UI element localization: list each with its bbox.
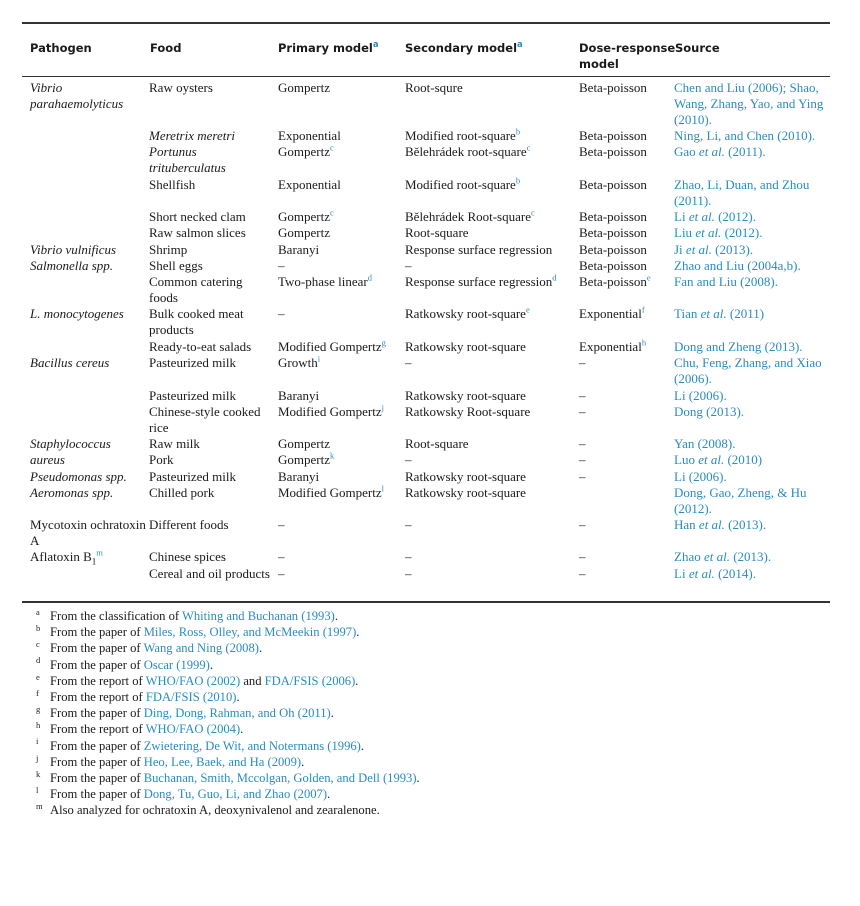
- footnote-marker: g: [381, 337, 386, 348]
- reference-link[interactable]: FDA/FSIS (2006): [264, 673, 356, 688]
- cell-food: Chinese spices: [149, 549, 226, 564]
- cell-source-link[interactable]: Gao et al. (2011).: [674, 144, 766, 159]
- cell-secondary-model: –: [405, 452, 412, 467]
- cell-dose-response: Beta-poisson: [579, 242, 647, 257]
- cell-dose-response: Beta-poisson: [579, 258, 647, 273]
- cell-source-link[interactable]: Li et al. (2012).: [674, 209, 756, 224]
- cell-source-link[interactable]: Zhao, Li, Duan, and Zhou (2011).: [674, 177, 810, 209]
- footnote-e: e From the report of WHO/FAO (2002) and FDA/FSIS (2006).: [36, 671, 359, 688]
- footnote-marker: b: [515, 175, 521, 186]
- cell-secondary-model: –: [405, 566, 412, 581]
- cell-food: Ready-to-eat salads: [149, 339, 252, 354]
- cell-secondary-model: Ratkowsky Root-square: [405, 404, 531, 419]
- footnote-b: b From the paper of Miles, Ross, Olley, and McMeekin (1997).: [36, 623, 360, 640]
- footnote-marker: k: [329, 450, 335, 461]
- cell-pathogen: Vibrio vulnificus: [30, 242, 117, 257]
- cell-food: Shrimp: [149, 242, 188, 257]
- cell-secondary-model: –: [405, 517, 412, 532]
- cell-dose-response: Beta-poisson: [579, 144, 647, 159]
- reference-link[interactable]: Whiting and Buchanan (1993): [181, 609, 335, 623]
- cell-food: Raw salmon slices: [149, 225, 246, 240]
- cell-secondary-model: Root-squre: [405, 80, 463, 95]
- cell-food: Portunus trituberculatus: [149, 144, 226, 176]
- cell-source-link[interactable]: Dong and Zheng (2013).: [674, 339, 803, 354]
- footnote-l: l From the paper of Dong, Tu, Guo, Li, and Zhao (2007).: [36, 785, 331, 802]
- footnote-marker: m: [96, 547, 103, 558]
- cell-food: Different foods: [149, 517, 229, 532]
- cell-pathogen: L. monocytogenes: [30, 306, 124, 321]
- footnote-a: a From the classification of Whiting and Buchanan (1993).: [36, 606, 338, 623]
- cell-secondary-model: Response surface regression: [405, 242, 553, 257]
- cell-food: Pasteurized milk: [149, 355, 237, 370]
- header-secondary-model: Secondary model$^a$: [405, 40, 523, 55]
- cell-source-link[interactable]: Li et al. (2014).: [674, 566, 756, 581]
- cell-dose-response: –: [579, 388, 586, 403]
- footnote-m: m Also analyzed for ochratoxin A, deoxynivalenol and zearalenone.: [36, 801, 380, 818]
- cell-source-link[interactable]: Dong, Gao, Zheng, & Hu (2012).: [674, 485, 807, 517]
- cell-source-link[interactable]: Li (2006).: [674, 469, 727, 484]
- cell-food: Short necked clam: [149, 209, 246, 224]
- top-rule: [22, 22, 830, 24]
- cell-source-link[interactable]: Chen and Liu (2006); Shao, Wang, Zhang, Yao, and Ying (2010).: [674, 80, 824, 128]
- footnote-marker: f: [641, 304, 645, 315]
- footnote-marker: h: [641, 337, 647, 348]
- cell-secondary-model: Ratkowsky root-square: [405, 469, 526, 484]
- cell-source-link[interactable]: Zhao and Liu (2004a,b).: [674, 258, 801, 273]
- header-primary-model: Primary model$^a$: [278, 40, 379, 55]
- cell-primary-model: Gompertz$^c$: [278, 207, 334, 224]
- cell-pathogen: Bacillus cereus: [30, 355, 110, 370]
- footnote-c: c From the paper of Wang and Ning (2008).: [36, 639, 263, 656]
- reference-link[interactable]: Ding, Dong, Rahman, and Oh (2011): [143, 706, 331, 721]
- cell-food: Pork: [149, 452, 174, 467]
- cell-primary-model: –: [278, 306, 285, 321]
- reference-link[interactable]: Dong, Tu, Guo, Li, and Zhao (2007): [143, 787, 328, 802]
- cell-food: Raw oysters: [149, 80, 213, 95]
- cell-source-link[interactable]: Yan (2008).: [674, 436, 736, 451]
- cell-dose-response: –: [579, 436, 586, 451]
- cell-secondary-model: Modified root-square$^b$: [405, 126, 521, 143]
- footnote-marker: d: [367, 272, 372, 283]
- cell-source-link[interactable]: Han et al. (2013).: [674, 517, 767, 532]
- cell-source-link[interactable]: Luo et al. (2010): [674, 452, 763, 467]
- footnote-marker: c: [526, 142, 531, 153]
- cell-secondary-model: Bělehrádek root-square$^c$: [405, 142, 531, 159]
- cell-primary-model: Gompertz$^k$: [278, 450, 335, 467]
- cell-primary-model: –: [278, 258, 285, 273]
- footnote-i: i From the paper of Zwietering, De Wit, and Notermans (1996).: [36, 736, 365, 753]
- cell-dose-response: Beta-poisson: [579, 128, 647, 143]
- cell-primary-model: Exponential: [278, 177, 341, 192]
- footnote-marker: l: [381, 483, 384, 494]
- footnote-marker: e: [646, 272, 651, 283]
- cell-pathogen: Vibrio parahaemolyticus: [30, 80, 124, 112]
- footnote-marker: d: [552, 272, 557, 283]
- reference-link[interactable]: Zwietering, De Wit, and Notermans (1996): [143, 738, 361, 753]
- cell-dose-response: –: [579, 404, 586, 419]
- cell-dose-response: Exponential$^h$: [579, 337, 647, 354]
- cell-source-link[interactable]: Dong (2013).: [674, 404, 745, 419]
- footnote-k: k From the paper of Buchanan, Smith, Mccolgan, Golden, and Dell (1993).: [36, 768, 420, 785]
- header-source: Source: [675, 41, 720, 55]
- bottom-rule: [22, 601, 830, 603]
- cell-primary-model: Growth$^i$: [278, 353, 321, 370]
- footnote-marker: e: [525, 304, 530, 315]
- cell-dose-response: –: [579, 355, 586, 370]
- reference-link[interactable]: Oscar (1999): [143, 657, 210, 672]
- cell-source-link[interactable]: Liu et al. (2012).: [674, 225, 763, 240]
- footnote-h: h From the report of WHO/FAO (2004).: [36, 720, 244, 737]
- cell-primary-model: Modified Gompertz$^g$: [278, 337, 386, 354]
- cell-food: Pasteurized milk: [149, 388, 237, 403]
- cell-pathogen: Aflatoxin $B_1^m$: [30, 547, 103, 567]
- cell-primary-model: Gompertz$^c$: [278, 142, 334, 159]
- cell-secondary-model: Response surface regression$^d$: [405, 272, 557, 289]
- cell-pathogen: Pseudomonas spp.: [30, 469, 127, 484]
- cell-dose-response: Beta-poisson: [579, 209, 647, 224]
- cell-food: Chinese-style cooked rice: [149, 404, 261, 436]
- cell-secondary-model: Ratkowsky root-square: [405, 339, 526, 354]
- cell-primary-model: Baranyi: [278, 242, 320, 257]
- cell-primary-model: –: [278, 549, 285, 564]
- cell-secondary-model: Root-square: [405, 436, 469, 451]
- cell-pathogen: Mycotoxin ochratoxin A: [30, 517, 146, 549]
- cell-primary-model: Two-phase linear$^d$: [278, 272, 372, 289]
- footnote-marker: b: [515, 126, 521, 137]
- cell-dose-response: Beta-poisson: [579, 177, 647, 192]
- cell-source-link[interactable]: Tian et al. (2011): [674, 306, 765, 321]
- cell-source-link[interactable]: Ji et al. (2013).: [674, 242, 754, 257]
- footnote-marker: c: [530, 207, 535, 218]
- cell-dose-response: –: [579, 566, 586, 581]
- cell-secondary-model: Bělehrádek Root-square$^c$: [405, 207, 535, 224]
- cell-primary-model: Baranyi: [278, 388, 320, 403]
- cell-primary-model: Gompertz: [278, 225, 330, 240]
- reference-link[interactable]: Buchanan, Smith, Mccolgan, Golden, and Dell (1993): [143, 771, 417, 785]
- cell-dose-response: Beta-poisson: [579, 225, 647, 240]
- cell-food: Chilled pork: [149, 485, 215, 500]
- footnote-marker: c: [329, 207, 334, 218]
- cell-dose-response: –: [579, 517, 586, 532]
- reference-link[interactable]: FDA/FSIS (2010): [145, 690, 237, 704]
- cell-food: Shellfish: [149, 177, 196, 192]
- footnote-j: j From the paper of Heo, Lee, Baek, and Ha (2009).: [36, 752, 305, 769]
- footnote-marker: j: [381, 402, 384, 413]
- footnote-marker: i: [317, 353, 321, 364]
- footnote-d: d From the paper of Oscar (1999).: [36, 655, 213, 672]
- cell-primary-model: Exponential: [278, 128, 341, 143]
- cell-secondary-model: –: [405, 549, 412, 564]
- header-pathogen: Pathogen: [30, 41, 92, 55]
- cell-secondary-model: Ratkowsky root-square$^e$: [405, 304, 530, 321]
- cell-food: Shell eggs: [149, 258, 203, 273]
- cell-dose-response: –: [579, 549, 586, 564]
- cell-food: Pasteurized milk: [149, 469, 237, 484]
- cell-primary-model: Modified Gompertz$^j$: [278, 402, 384, 419]
- header-food: Food: [150, 41, 182, 55]
- reference-link[interactable]: Heo, Lee, Baek, and Ha (2009): [143, 754, 302, 769]
- footnote-marker: c: [329, 142, 334, 153]
- cell-secondary-model: Ratkowsky root-square: [405, 388, 526, 403]
- cell-pathogen: Salmonella spp.: [30, 258, 114, 273]
- cell-primary-model: Gompertz: [278, 436, 330, 451]
- cell-food: Meretrix meretri: [149, 128, 236, 143]
- header-dose-response: Dose-response model: [579, 41, 676, 71]
- reference-link[interactable]: Miles, Ross, Olley, and McMeekin (1997): [143, 625, 357, 640]
- cell-dose-response: Beta-poisson$^e$: [579, 272, 651, 289]
- cell-secondary-model: –: [405, 355, 412, 370]
- reference-link[interactable]: Wang and Ning (2008): [143, 641, 259, 656]
- cell-food: Raw milk: [149, 436, 200, 451]
- cell-pathogen: Staphylococcus aureus: [30, 436, 111, 468]
- cell-pathogen: Aeromonas spp.: [30, 485, 114, 500]
- cell-source-link[interactable]: Chu, Feng, Zhang, and Xiao (2006).: [674, 355, 822, 387]
- cell-dose-response: –: [579, 469, 586, 484]
- cell-primary-model: –: [278, 517, 285, 532]
- cell-dose-response: –: [579, 452, 586, 467]
- cell-primary-model: Modified Gompertz$^l$: [278, 483, 384, 500]
- cell-source-link[interactable]: Li (2006).: [674, 388, 727, 403]
- cell-dose-response: Beta-poisson: [579, 80, 647, 95]
- footnote-g: g From the paper of Ding, Dong, Rahman, and Oh (2011).: [36, 704, 334, 721]
- cell-primary-model: Gompertz: [278, 80, 330, 95]
- reference-link[interactable]: WHO/FAO (2004): [145, 722, 241, 737]
- cell-secondary-model: Modified root-square$^b$: [405, 175, 521, 192]
- cell-secondary-model: Root-square: [405, 225, 469, 240]
- cell-source-link[interactable]: Ning, Li, and Chen (2010).: [674, 128, 816, 143]
- cell-food: Bulk cooked meat products: [149, 306, 244, 338]
- cell-primary-model: –: [278, 566, 285, 581]
- cell-source-link[interactable]: Zhao et al. (2013).: [674, 549, 772, 564]
- cell-food: Common catering foods: [149, 274, 243, 306]
- cell-source-link[interactable]: Fan and Liu (2008).: [674, 274, 778, 289]
- cell-dose-response: Exponential$^f$: [579, 304, 645, 321]
- cell-primary-model: Baranyi: [278, 469, 320, 484]
- cell-secondary-model: Ratkowsky root-square: [405, 485, 526, 500]
- footnote-f: f From the report of FDA/FSIS (2010).: [36, 687, 240, 704]
- cell-secondary-model: –: [405, 258, 412, 273]
- cell-food: Cereal and oil products: [149, 566, 270, 581]
- reference-link[interactable]: WHO/FAO (2002): [145, 673, 241, 688]
- header-rule: [22, 76, 830, 77]
